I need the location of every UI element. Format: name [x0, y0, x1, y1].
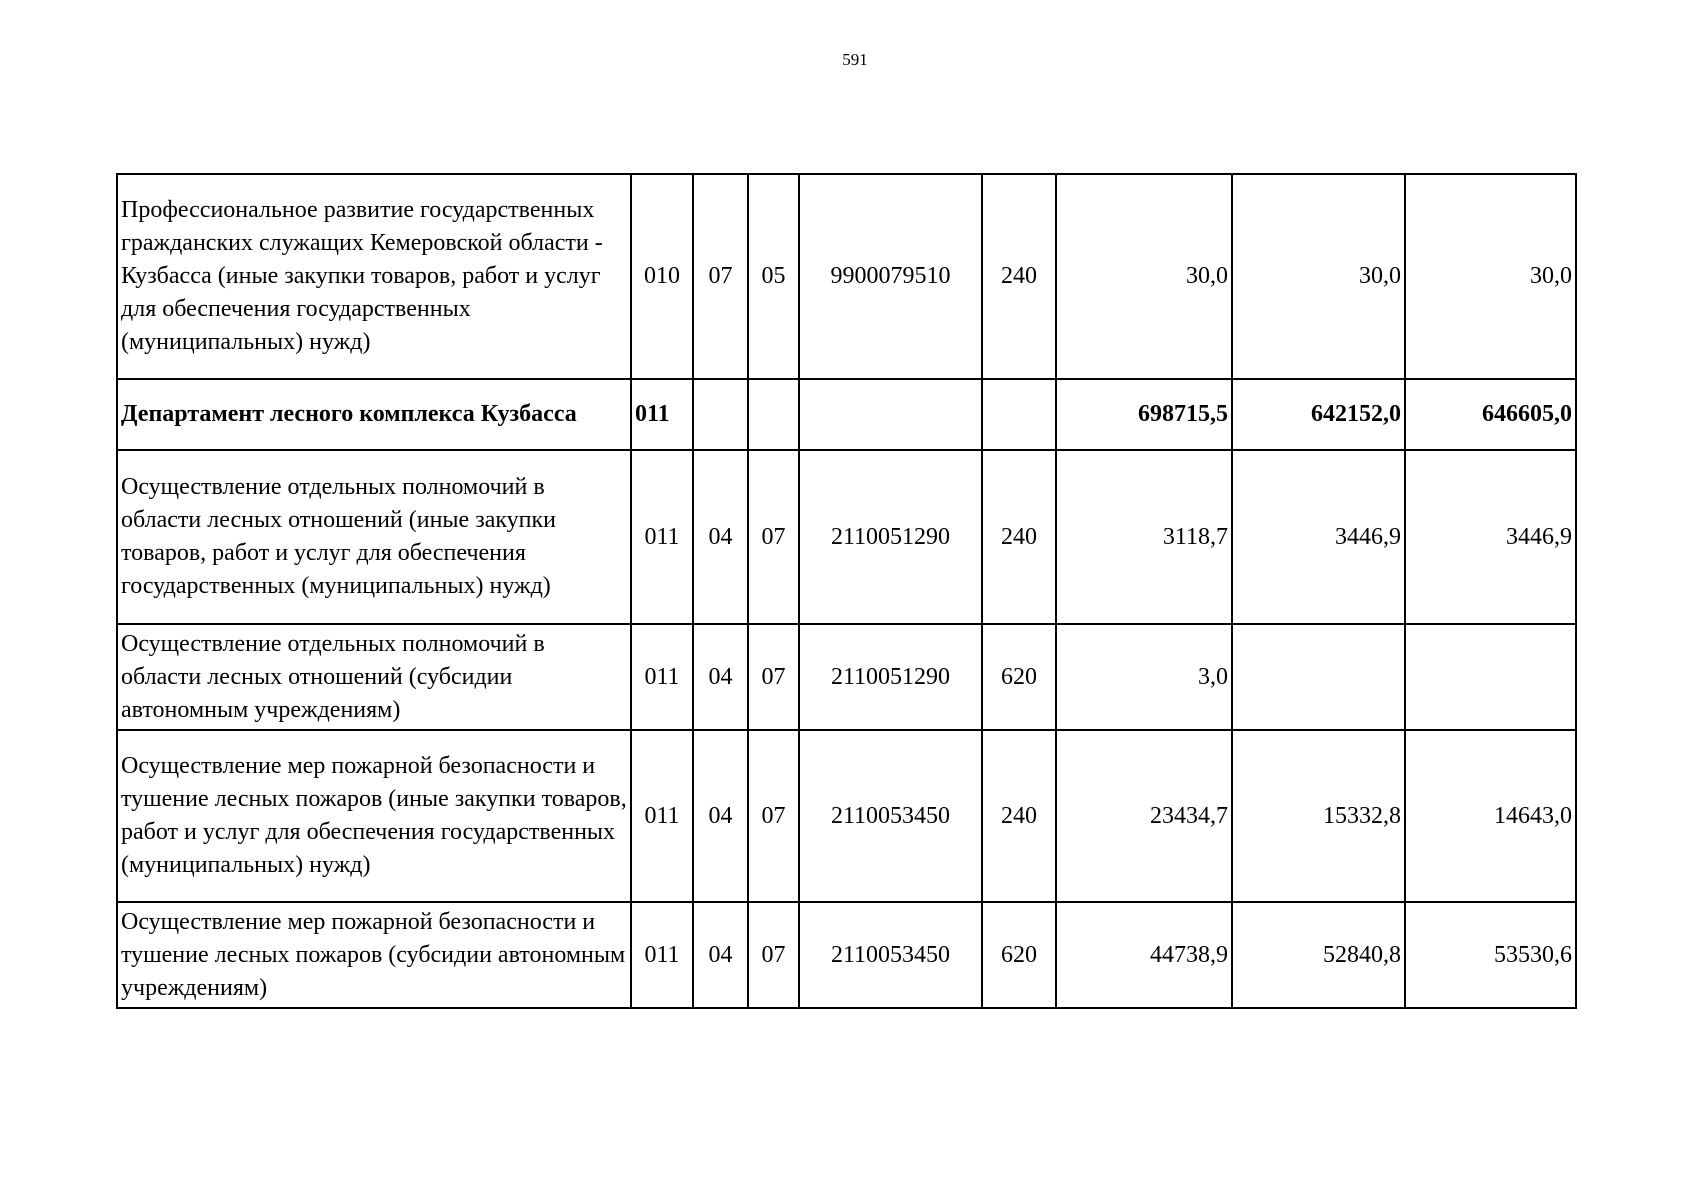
expense-type-code: 620	[982, 624, 1056, 730]
amount-year-2: 15332,8	[1232, 730, 1405, 902]
section-code: 07	[693, 174, 748, 379]
page-number: 591	[842, 50, 868, 69]
row-name: Осуществление мер пожарной безопасности и тушение лесных пожаров (иные закупки товаров, работ и услуг для обеспечения государственных (муниципальных) нужд)	[117, 730, 631, 902]
ministry-code: 011	[631, 624, 693, 730]
section-code: 04	[693, 450, 748, 624]
target-code: 2110053450	[799, 730, 982, 902]
amount-year-3: 646605,0	[1405, 379, 1576, 450]
row-name: Департамент лесного комплекса Кузбасса	[117, 379, 631, 450]
table-row	[117, 450, 1576, 624]
section-code: 04	[693, 624, 748, 730]
target-code: 9900079510	[799, 174, 982, 379]
table-row	[117, 624, 1576, 730]
row-name: Профессиональное развитие государственных гражданских служащих Кемеровской области - Кузбасса (иные закупки товаров, работ и услуг для обеспечения государственных (муниципальных) нужд)	[117, 174, 631, 379]
subsection-code: 05	[748, 174, 799, 379]
amount-year-1: 3118,7	[1056, 450, 1232, 624]
subsection-code	[748, 379, 799, 450]
amount-year-1: 30,0	[1056, 174, 1232, 379]
ministry-code: 010	[631, 174, 693, 379]
expense-type-code: 240	[982, 730, 1056, 902]
subsection-code: 07	[748, 902, 799, 1008]
amount-year-3: 53530,6	[1405, 902, 1576, 1008]
amount-year-3	[1405, 624, 1576, 730]
table-row	[117, 174, 1576, 379]
amount-year-1: 44738,9	[1056, 902, 1232, 1008]
ministry-code: 011	[631, 730, 693, 902]
amount-year-3: 30,0	[1405, 174, 1576, 379]
amount-year-2	[1232, 624, 1405, 730]
amount-year-1: 23434,7	[1056, 730, 1232, 902]
expense-type-code: 240	[982, 450, 1056, 624]
amount-year-1: 3,0	[1056, 624, 1232, 730]
section-code: 04	[693, 902, 748, 1008]
target-code: 2110051290	[799, 624, 982, 730]
section-code	[693, 379, 748, 450]
amount-year-3: 14643,0	[1405, 730, 1576, 902]
row-name: Осуществление мер пожарной безопасности и тушение лесных пожаров (субсидии автономным учреждениям)	[117, 902, 631, 1008]
budget-table	[116, 173, 1577, 1009]
expense-type-code	[982, 379, 1056, 450]
ministry-code: 011	[631, 450, 693, 624]
subsection-code: 07	[748, 450, 799, 624]
amount-year-2: 52840,8	[1232, 902, 1405, 1008]
amount-year-3: 3446,9	[1405, 450, 1576, 624]
section-code: 04	[693, 730, 748, 902]
ministry-code: 011	[631, 379, 693, 450]
ministry-code: 011	[631, 902, 693, 1008]
row-name: Осуществление отдельных полномочий в области лесных отношений (субсидии автономным учреждениям)	[117, 624, 631, 730]
amount-year-1: 698715,5	[1056, 379, 1232, 450]
target-code: 2110051290	[799, 450, 982, 624]
target-code	[799, 379, 982, 450]
amount-year-2: 642152,0	[1232, 379, 1405, 450]
subsection-code: 07	[748, 624, 799, 730]
row-name: Осуществление отдельных полномочий в области лесных отношений (иные закупки товаров, работ и услуг для обеспечения государственных (муниципальных) нужд)	[117, 450, 631, 624]
table-row	[117, 379, 1576, 450]
table-row	[117, 902, 1576, 1008]
amount-year-2: 30,0	[1232, 174, 1405, 379]
amount-year-2: 3446,9	[1232, 450, 1405, 624]
subsection-code: 07	[748, 730, 799, 902]
expense-type-code: 620	[982, 902, 1056, 1008]
expense-type-code: 240	[982, 174, 1056, 379]
target-code: 2110053450	[799, 902, 982, 1008]
table-row	[117, 730, 1576, 902]
